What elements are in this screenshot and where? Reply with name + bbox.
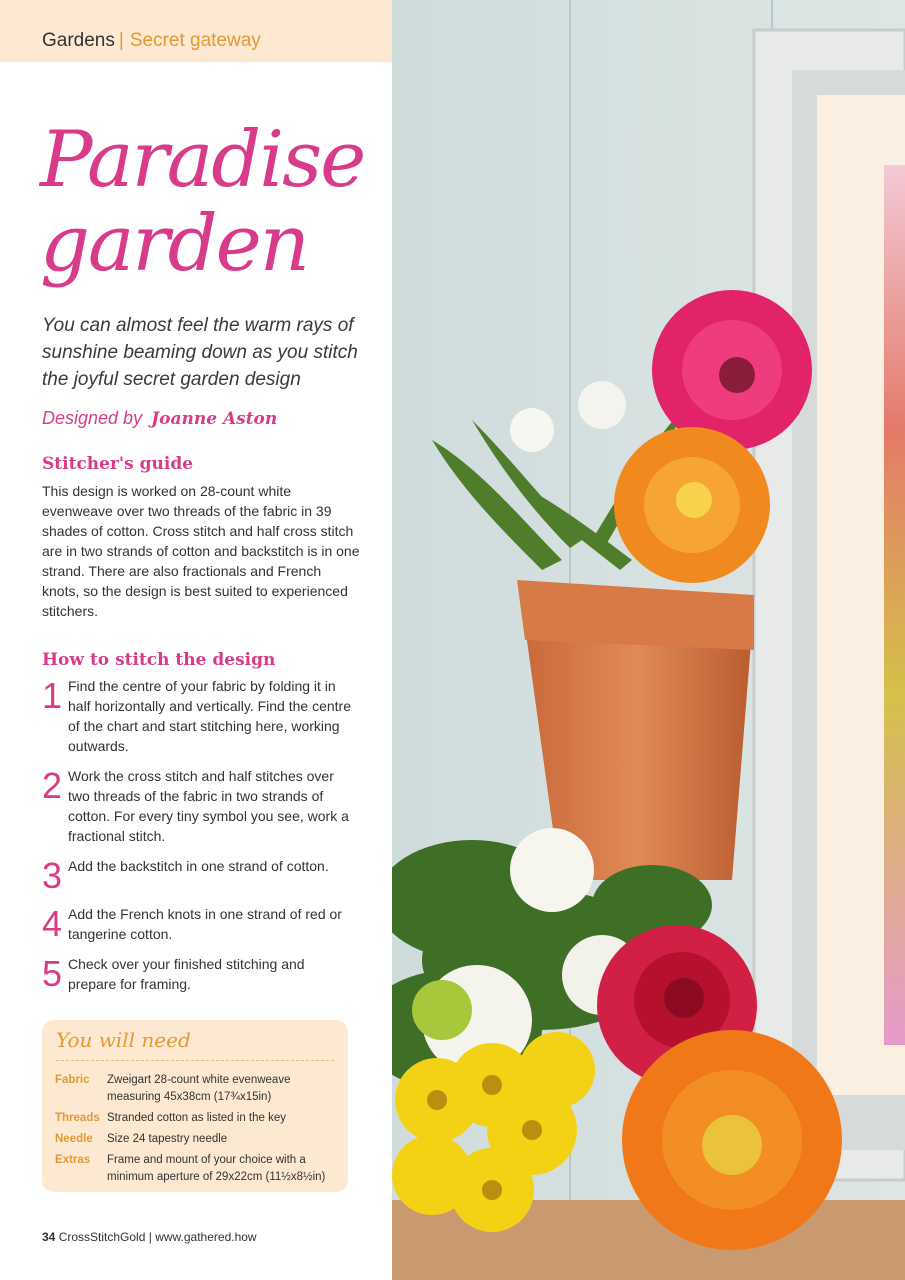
how-to-heading: How to stitch the design: [42, 650, 276, 670]
subsection-name: Secret gateway: [129, 30, 261, 51]
section-name: Gardens: [42, 30, 115, 51]
step-number: 1: [42, 675, 63, 716]
material-label: Needle: [55, 1133, 93, 1145]
material-value: Stranded cotton as listed in the key: [107, 1112, 286, 1124]
designer-name: Joanne Aston: [151, 409, 278, 429]
step-text: Check over your finished stitching and prepare for framing.: [68, 956, 305, 992]
material-row: [55, 1110, 340, 1127]
material-row: [55, 1152, 340, 1186]
website-url: www.gathered.how: [155, 1230, 257, 1244]
orange-gerbera-top: [614, 427, 770, 583]
step-item: [42, 676, 352, 756]
material-row: [55, 1072, 340, 1106]
material-label: Extras: [55, 1154, 91, 1166]
page-number: 34: [42, 1230, 56, 1244]
material-value: Size 24 tapestry needle: [107, 1133, 228, 1145]
step-text: Find the centre of your fabric by folding it in half horizontally and vertically. Find the centre of the chart and start stitching here, working outwards.: [68, 678, 351, 754]
step-item: [42, 904, 352, 944]
step-item: [42, 954, 352, 994]
step-number: 4: [42, 903, 63, 944]
dashed-divider: [56, 1060, 334, 1061]
stitchers-guide-body: This design is worked on 28-count white evenweave over two threads of the fabric in 39 shades of cotton. Cross stitch and half cross stitch are in two strands of cotton and backstitch is in one strand. There are also fractionals and French knots, so the design is best suited to experienced stitchers.: [42, 483, 360, 619]
step-item: [42, 766, 352, 846]
designer-prefix: Designed by: [42, 408, 143, 428]
stitchers-guide-heading: Stitcher's guide: [42, 454, 194, 474]
title-line-2: garden: [40, 199, 309, 289]
intro-text: You can almost feel the warm rays of sunshine beaming down as you stitch the joyful secret garden design: [42, 315, 358, 390]
text-column: [0, 0, 392, 1280]
page-title: [40, 115, 365, 289]
step-text: Work the cross stitch and half stitches over two threads of the fabric in two strands of cotton. For every tiny symbol you see, work a fractional stitch.: [68, 768, 349, 844]
step-number: 2: [42, 765, 63, 806]
step-text: Add the backstitch in one strand of cotton.: [68, 858, 329, 874]
material-row: [55, 1131, 340, 1148]
steps-list: [42, 676, 352, 1004]
material-label: Threads: [55, 1112, 100, 1124]
page-footer: 34 CrossStitchGold | www.gathered.how: [42, 1230, 257, 1244]
step-item: [42, 856, 352, 894]
material-value: Zweigart 28-count white evenweave measuring 45x38cm (17¾x15in): [107, 1074, 291, 1103]
you-will-need-box: [42, 1020, 348, 1192]
you-will-need-heading: You will need: [56, 1028, 191, 1052]
flowers-photo: [392, 0, 905, 1280]
materials-list: [55, 1072, 340, 1190]
magazine-name: CrossStitchGold: [58, 1230, 146, 1244]
step-text: Add the French knots in one strand of red or tangerine cotton.: [68, 906, 342, 942]
title-line-1: Paradise: [40, 115, 365, 205]
orange-gerbera-bottom: [622, 1030, 842, 1250]
step-number: 3: [42, 855, 63, 896]
material-value: Frame and mount of your choice with a minimum aperture of 29x22cm (11½x8½in): [107, 1154, 326, 1183]
section-divider: |: [118, 30, 124, 51]
step-number: 5: [42, 953, 63, 994]
designer-credit: [42, 408, 277, 429]
picture-frame: [754, 30, 905, 1180]
section-label: [42, 30, 261, 52]
material-label: Fabric: [55, 1074, 90, 1086]
pink-gerbera: [652, 290, 812, 450]
